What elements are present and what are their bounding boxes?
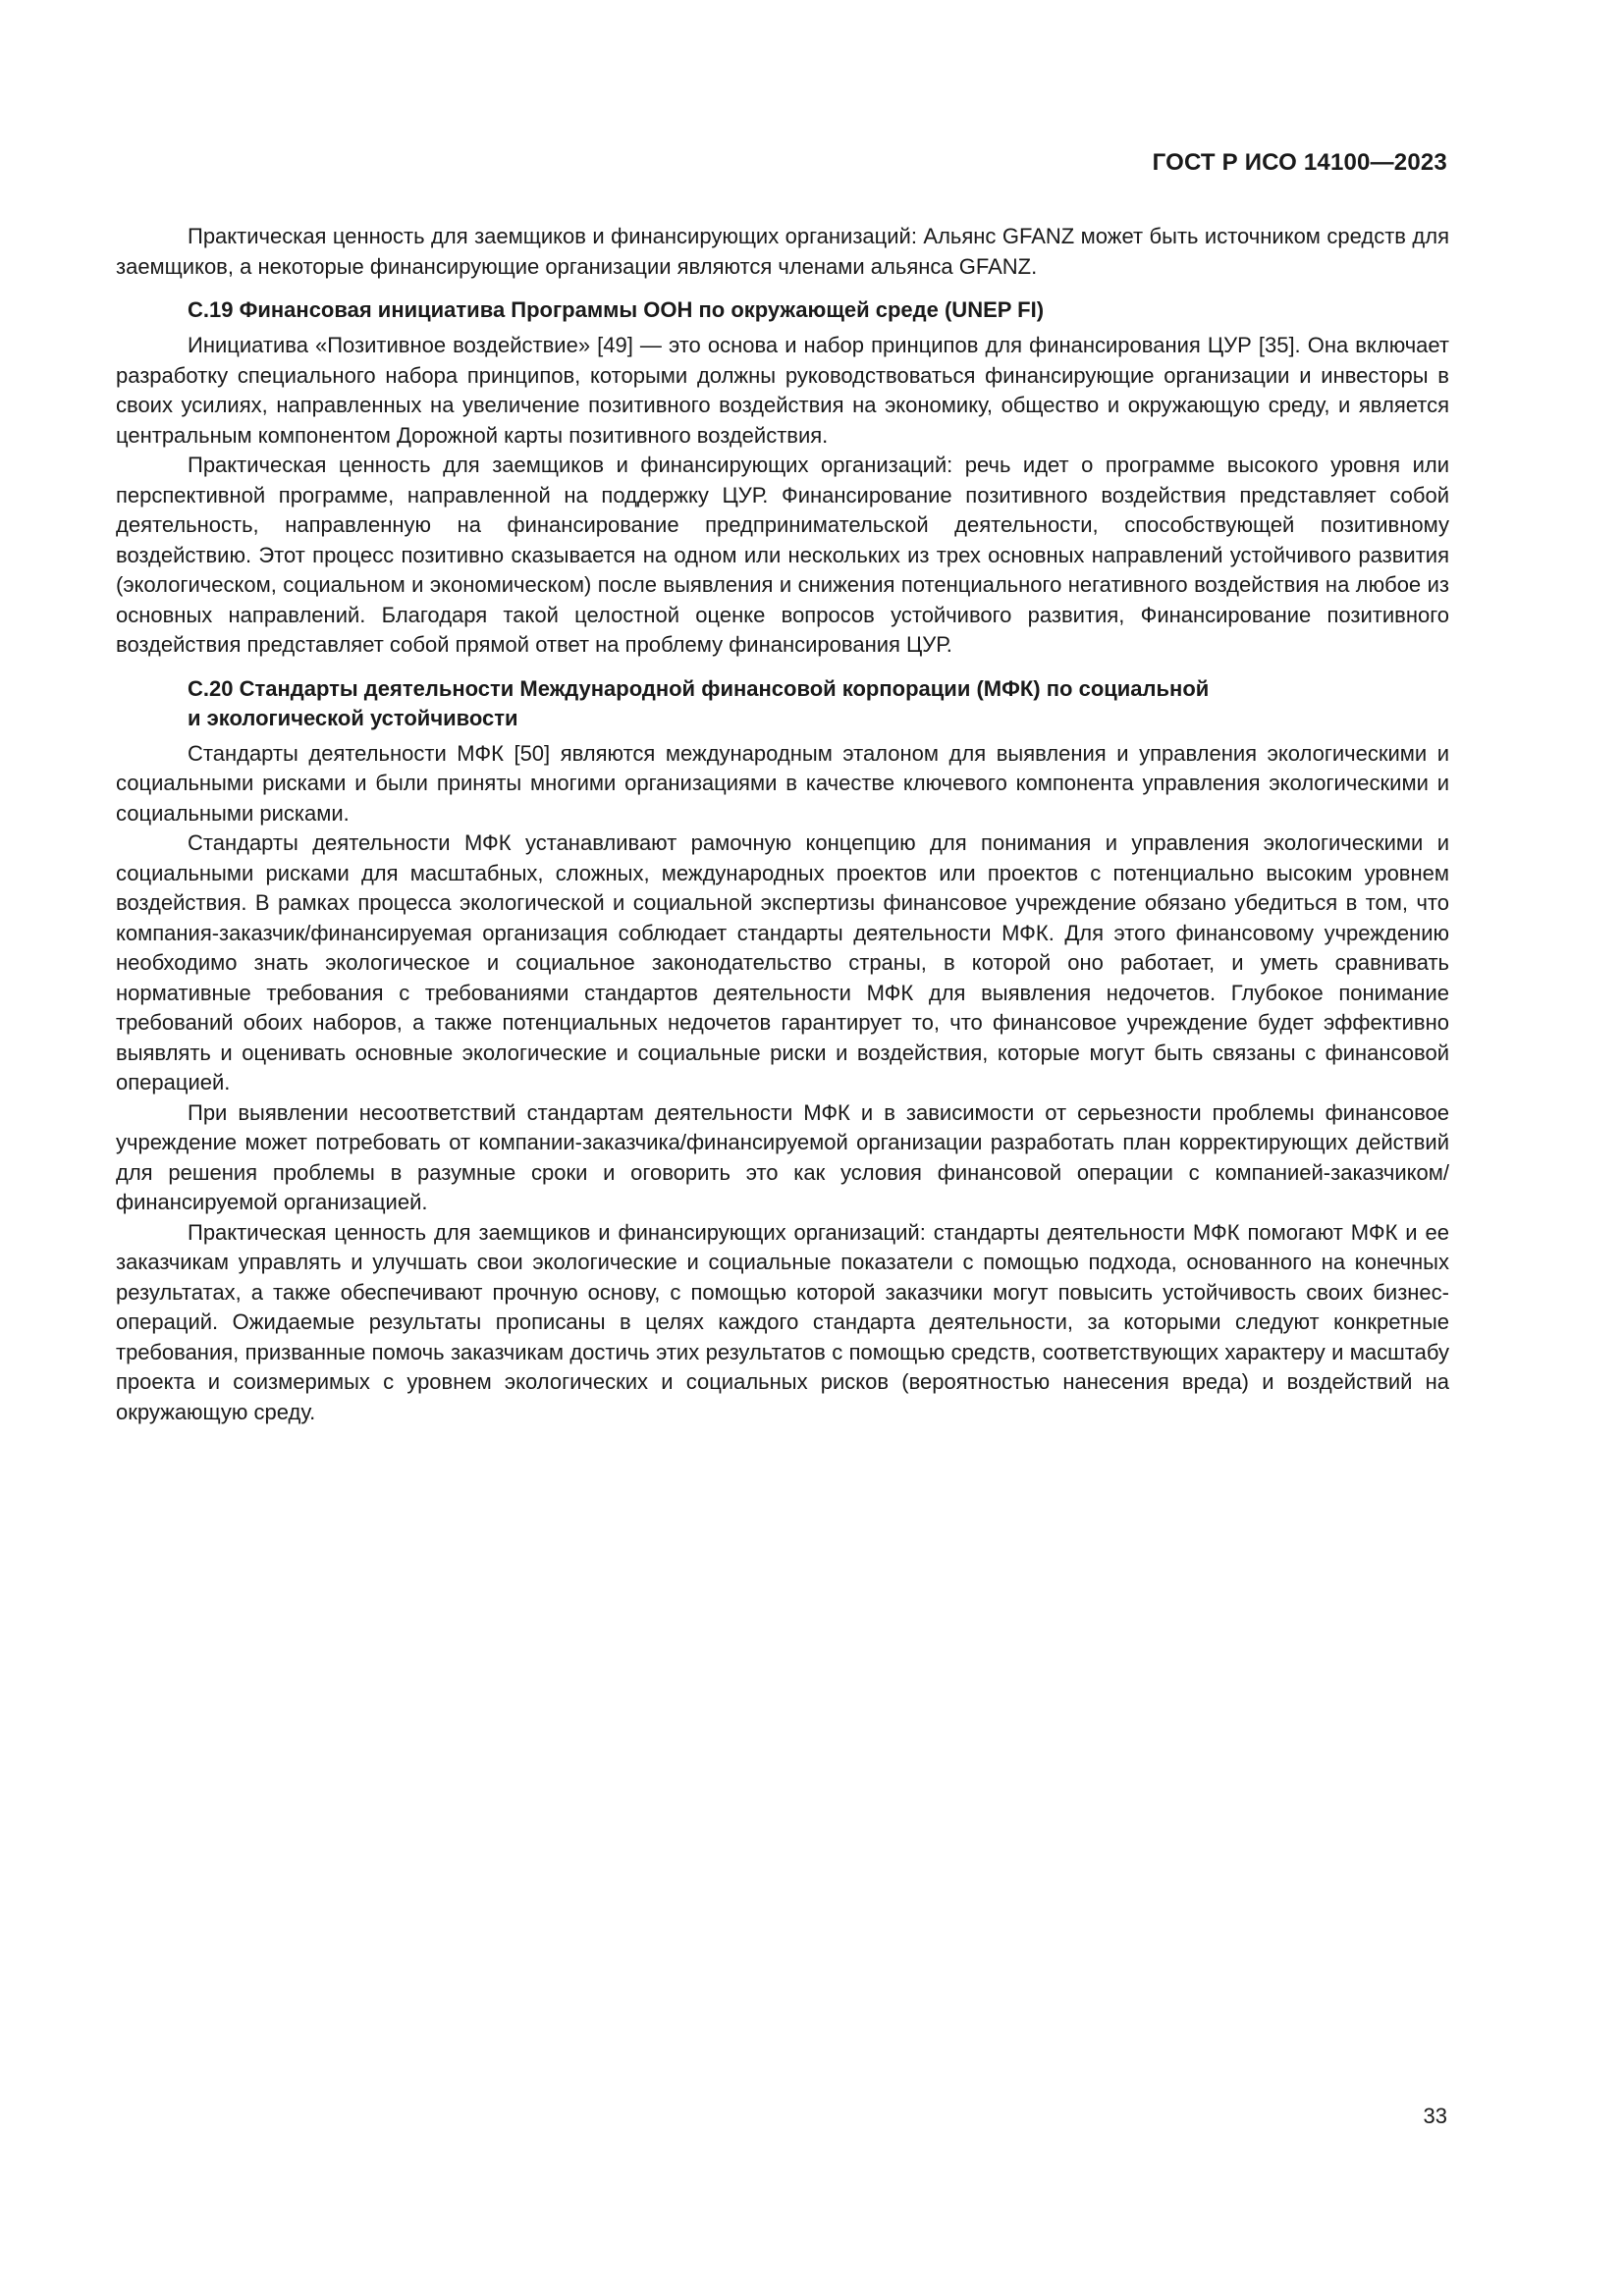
page-number: 33 [1423,2104,1447,2128]
section-c20-paragraph: Практическая ценность для заемщиков и финансирующих организаций: стандарты деятельности МФК помогают МФК и ее заказчикам управлять и улучшать свои экологические и социальные показатели с помощью подхода, основанного на конечных результатах, а также обеспечивают прочную основу, с помощью которой заказчики могут повысить устойчивость своих бизнес-операций. Ожидаемые результаты прописаны в целях каждого стандарта деятельности, за которыми следуют конкретные требования, призванные помочь заказчикам достичь этих результатов с помощью средств, соответствующих характеру и масштабу проекта и соизмеримых с уровнем экологических и социальных рисков (вероятностью нанесения вреда) и воздействий на окружающую среду. [116,1219,1449,1424]
section-c20-title [116,674,1449,733]
section-c20-title-line2: и экологической устойчивости [188,705,518,730]
page-content [116,222,1449,1427]
section-c20-paragraph: При выявлении несоответствий стандартам деятельности МФК и в зависимости от серьезности проблемы финансовое учреждение может потребовать от компании-заказчика/финансируемой организации разработать план корректирующих действий для решения проблемы в разумные сроки и оговорить это как условия финансовой операции с компанией-заказчиком/финансируемой организацией. [116,1099,1449,1214]
document-code: ГОСТ Р ИСО 14100—2023 [1152,149,1447,176]
section-c19-title: С.19 Финансовая инициатива Программы ООН по окружающей среде (UNEP FI) [188,297,1045,322]
section-c20-paragraph: Стандарты деятельности МФК устанавливают рамочную концепцию для понимания и управления экологическими и социальными рисками для масштабных, сложных, международных проектов или проектов с потенциально высоким уровнем воздействия. В рамках процесса экологической и социальной экспертизы финансовое учреждение обязано убедиться в том, что компания-заказчик/финансируемая организация соблюдает стандарты деятельности МФК. Для этого финансовому учреждению необходимо знать экологическое и социальное законодательство страны, в которой оно работает, и уметь сравнивать нормативные требования с требованиями стандартов деятельности МФК для выявления недочетов. Глубокое понимание требований обоих наборов, а также потенциальных недочетов гарантирует то, что финансовое учреждение будет эффективно выявлять и оценивать основные экологические и социальные риски и воздействия, которые могут быть связаны с финансовой операцией. [116,830,1449,1095]
section-c20-paragraph: Стандарты деятельности МФК [50] являются международным эталоном для выявления и управления экологическими и социальными рисками и были приняты многими организациями в качестве ключевого компонента управления экологическими и социальными рисками. [116,740,1449,826]
intro-paragraph: Практическая ценность для заемщиков и финансирующих организаций: Альянс GFANZ может быть источником средств для заемщиков, а некоторые финансирующие организации являются членами альянса GFANZ. [116,224,1449,279]
section-c19-paragraph: Практическая ценность для заемщиков и финансирующих организаций: речь идет о программе высокого уровня или перспективной программе, направленной на поддержку ЦУР. Финансирование позитивного воздействия представляет собой деятельность, направленную на финансирование предпринимательской деятельности, способствующей позитивному воздействию. Этот процесс позитивно сказывается на одном или нескольких из трех основных направлений устойчивого развития (экологическом, социальном и экономическом) после выявления и снижения потенциального негативного воздействия на любое из основных направлений. Благодаря такой целостной оценке вопросов устойчивого развития, Финансирование позитивного воздействия представляет собой прямой ответ на проблему финансирования ЦУР. [116,453,1449,657]
section-c19-paragraph: Инициатива «Позитивное воздействие» [49] — это основа и набор принципов для финансирования ЦУР [35]. Она включает разработку специального набора принципов, которыми должны руководствоваться финансирующие организации и инвесторы в своих усилиях, направленных на увеличение позитивного воздействия на экономику, общество и окружающую среду, и является центральным компонентом Дорожной карты позитивного воздействия. [116,333,1449,448]
section-c20-title-line1: С.20 Стандарты деятельности Международной финансовой корпорации (МФК) по социальной [188,675,1210,701]
